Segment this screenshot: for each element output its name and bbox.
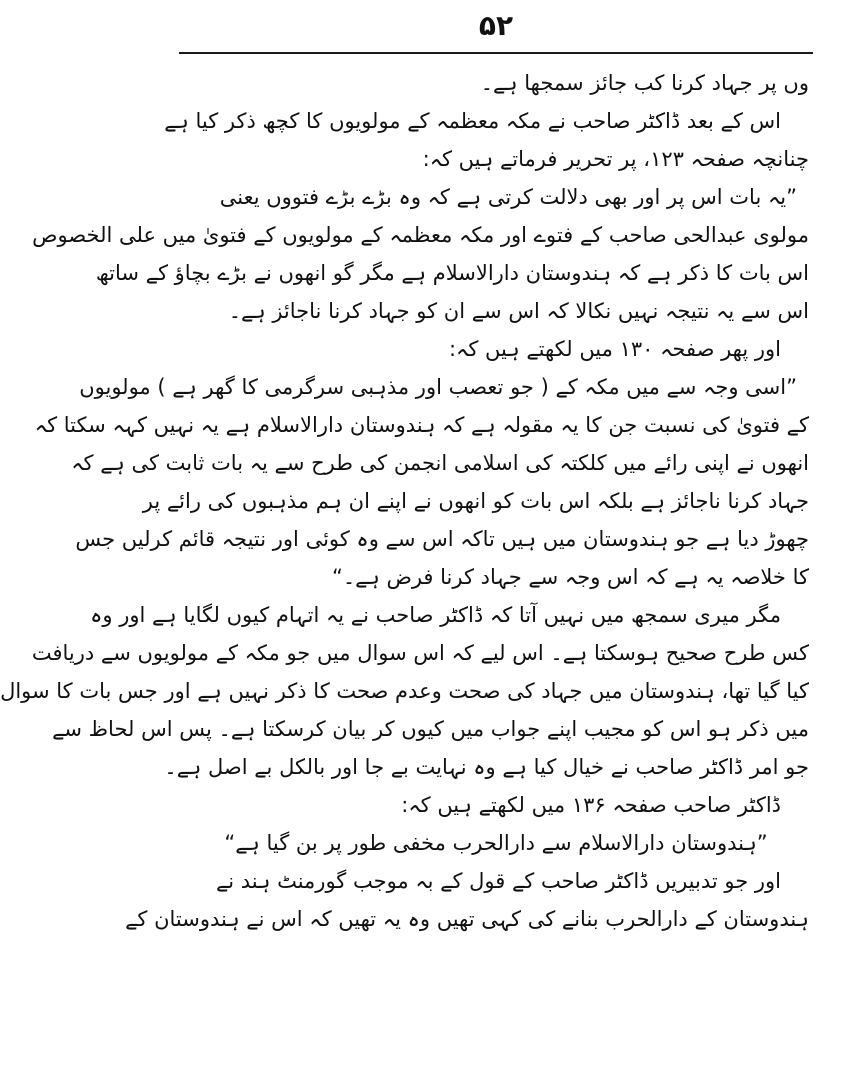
text-line-21: ”ہندوستان دارالاسلام سے دارالحرب مخفی طور پر بن گیا ہے“: [224, 831, 768, 855]
text-line-9: ”اسی وجہ سے میں مکہ کے ( جو تعصب اور مذہبی سرگرمی کا گھر ہے ) مولویوں: [79, 375, 797, 399]
text-line-1: وں پر جہاد کرنا کب جائز سمجھا ہے۔: [480, 71, 809, 95]
text-line-23: ہندوستان کے دارالحرب بنانے کی کہی تھیں وہ یہ تھیں کہ اس نے ہندوستان کے: [125, 907, 809, 931]
text-line-7: اس سے یہ نتیجہ نہیں نکالا کہ اس سے ان کو جہاد کرنا ناجائز ہے۔: [228, 299, 809, 323]
page-number: ۵۲: [478, 9, 514, 42]
header-rule: [179, 52, 813, 54]
text-line-22: اور جو تدبیریں ڈاکٹر صاحب کے قول کے بہ موجب گورمنٹ ہند نے: [215, 869, 781, 893]
text-line-10: کے فتویٰ کی نسبت جن کا یہ مقولہ ہے کہ ہندوستان دارالاسلام ہے یہ نہیں کہہ سکتا کہ: [34, 413, 809, 437]
text-line-14: کا خلاصہ یہ ہے کہ اس وجہ سے جہاد کرنا فرض ہے۔“: [331, 565, 809, 589]
text-line-5: مولوی عبدالحی صاحب کے فتوے اور مکہ معظمہ کے مولویوں کے فتویٰ میں علی الخصوص: [32, 223, 809, 247]
text-line-18: میں ذکر ہو اس کو مجیب اپنے جواب میں کیوں کر بیان کرسکتا ہے۔ پس اس لحاظ سے: [52, 717, 809, 741]
text-line-4: ”یہ بات اس پر اور بھی دلالت کرتی ہے کہ وہ بڑے بڑے فتووں یعنی: [219, 185, 797, 209]
text-line-15: مگر میری سمجھ میں نہیں آتا کہ ڈاکٹر صاحب نے یہ اتہام کیوں لگایا ہے اور وہ: [90, 603, 781, 627]
text-line-19: جو امر ڈاکٹر صاحب نے خیال کیا ہے وہ نہایت بے جا اور بالکل بے اصل ہے۔: [164, 755, 809, 779]
text-line-11: انھوں نے اپنی رائے میں کلکتہ کی اسلامی انجمن کی طرح سے یہ بات ثابت کی ہے کہ: [71, 451, 809, 475]
text-line-13: چھوڑ دیا ہے جو ہندوستان میں ہیں تاکہ اس سے وہ کوئی اور نتیجہ قائم کرلیں جس: [75, 527, 809, 551]
text-line-3: چنانچہ صفحہ ۱۲۳، پر تحریر فرماتے ہیں کہ:: [422, 147, 809, 171]
text-line-12: جہاد کرنا ناجائز ہے بلکہ اس بات کو انھوں نے اپنے ان ہم مذہبوں کی رائے پر: [142, 489, 809, 513]
text-line-2: اس کے بعد ڈاکٹر صاحب نے مکہ معظمہ کے مولویوں کا کچھ ذکر کیا ہے: [164, 109, 781, 133]
page-body: [0, 64, 809, 938]
text-line-6: اس بات کا ذکر ہے کہ ہندوستان دارالاسلام ہے مگر گو انھوں نے بڑے بچاؤ کے ساتھ: [95, 261, 809, 285]
text-line-16: کس طرح صحیح ہوسکتا ہے۔ اس لیے کہ اس سوال میں جو مکہ کے مولویوں سے دریافت: [31, 641, 809, 665]
text-line-20: ڈاکٹر صاحب صفحہ ۱۳۶ میں لکھتے ہیں کہ:: [401, 793, 781, 817]
text-line-17: کیا گیا تھا، ہندوستان میں جہاد کی صحت وعدم صحت کا ذکر نہیں ہے اور جس بات کا سوال: [0, 679, 809, 703]
text-line-8: اور پھر صفحہ ۱۳۰ میں لکھتے ہیں کہ:: [448, 337, 781, 361]
